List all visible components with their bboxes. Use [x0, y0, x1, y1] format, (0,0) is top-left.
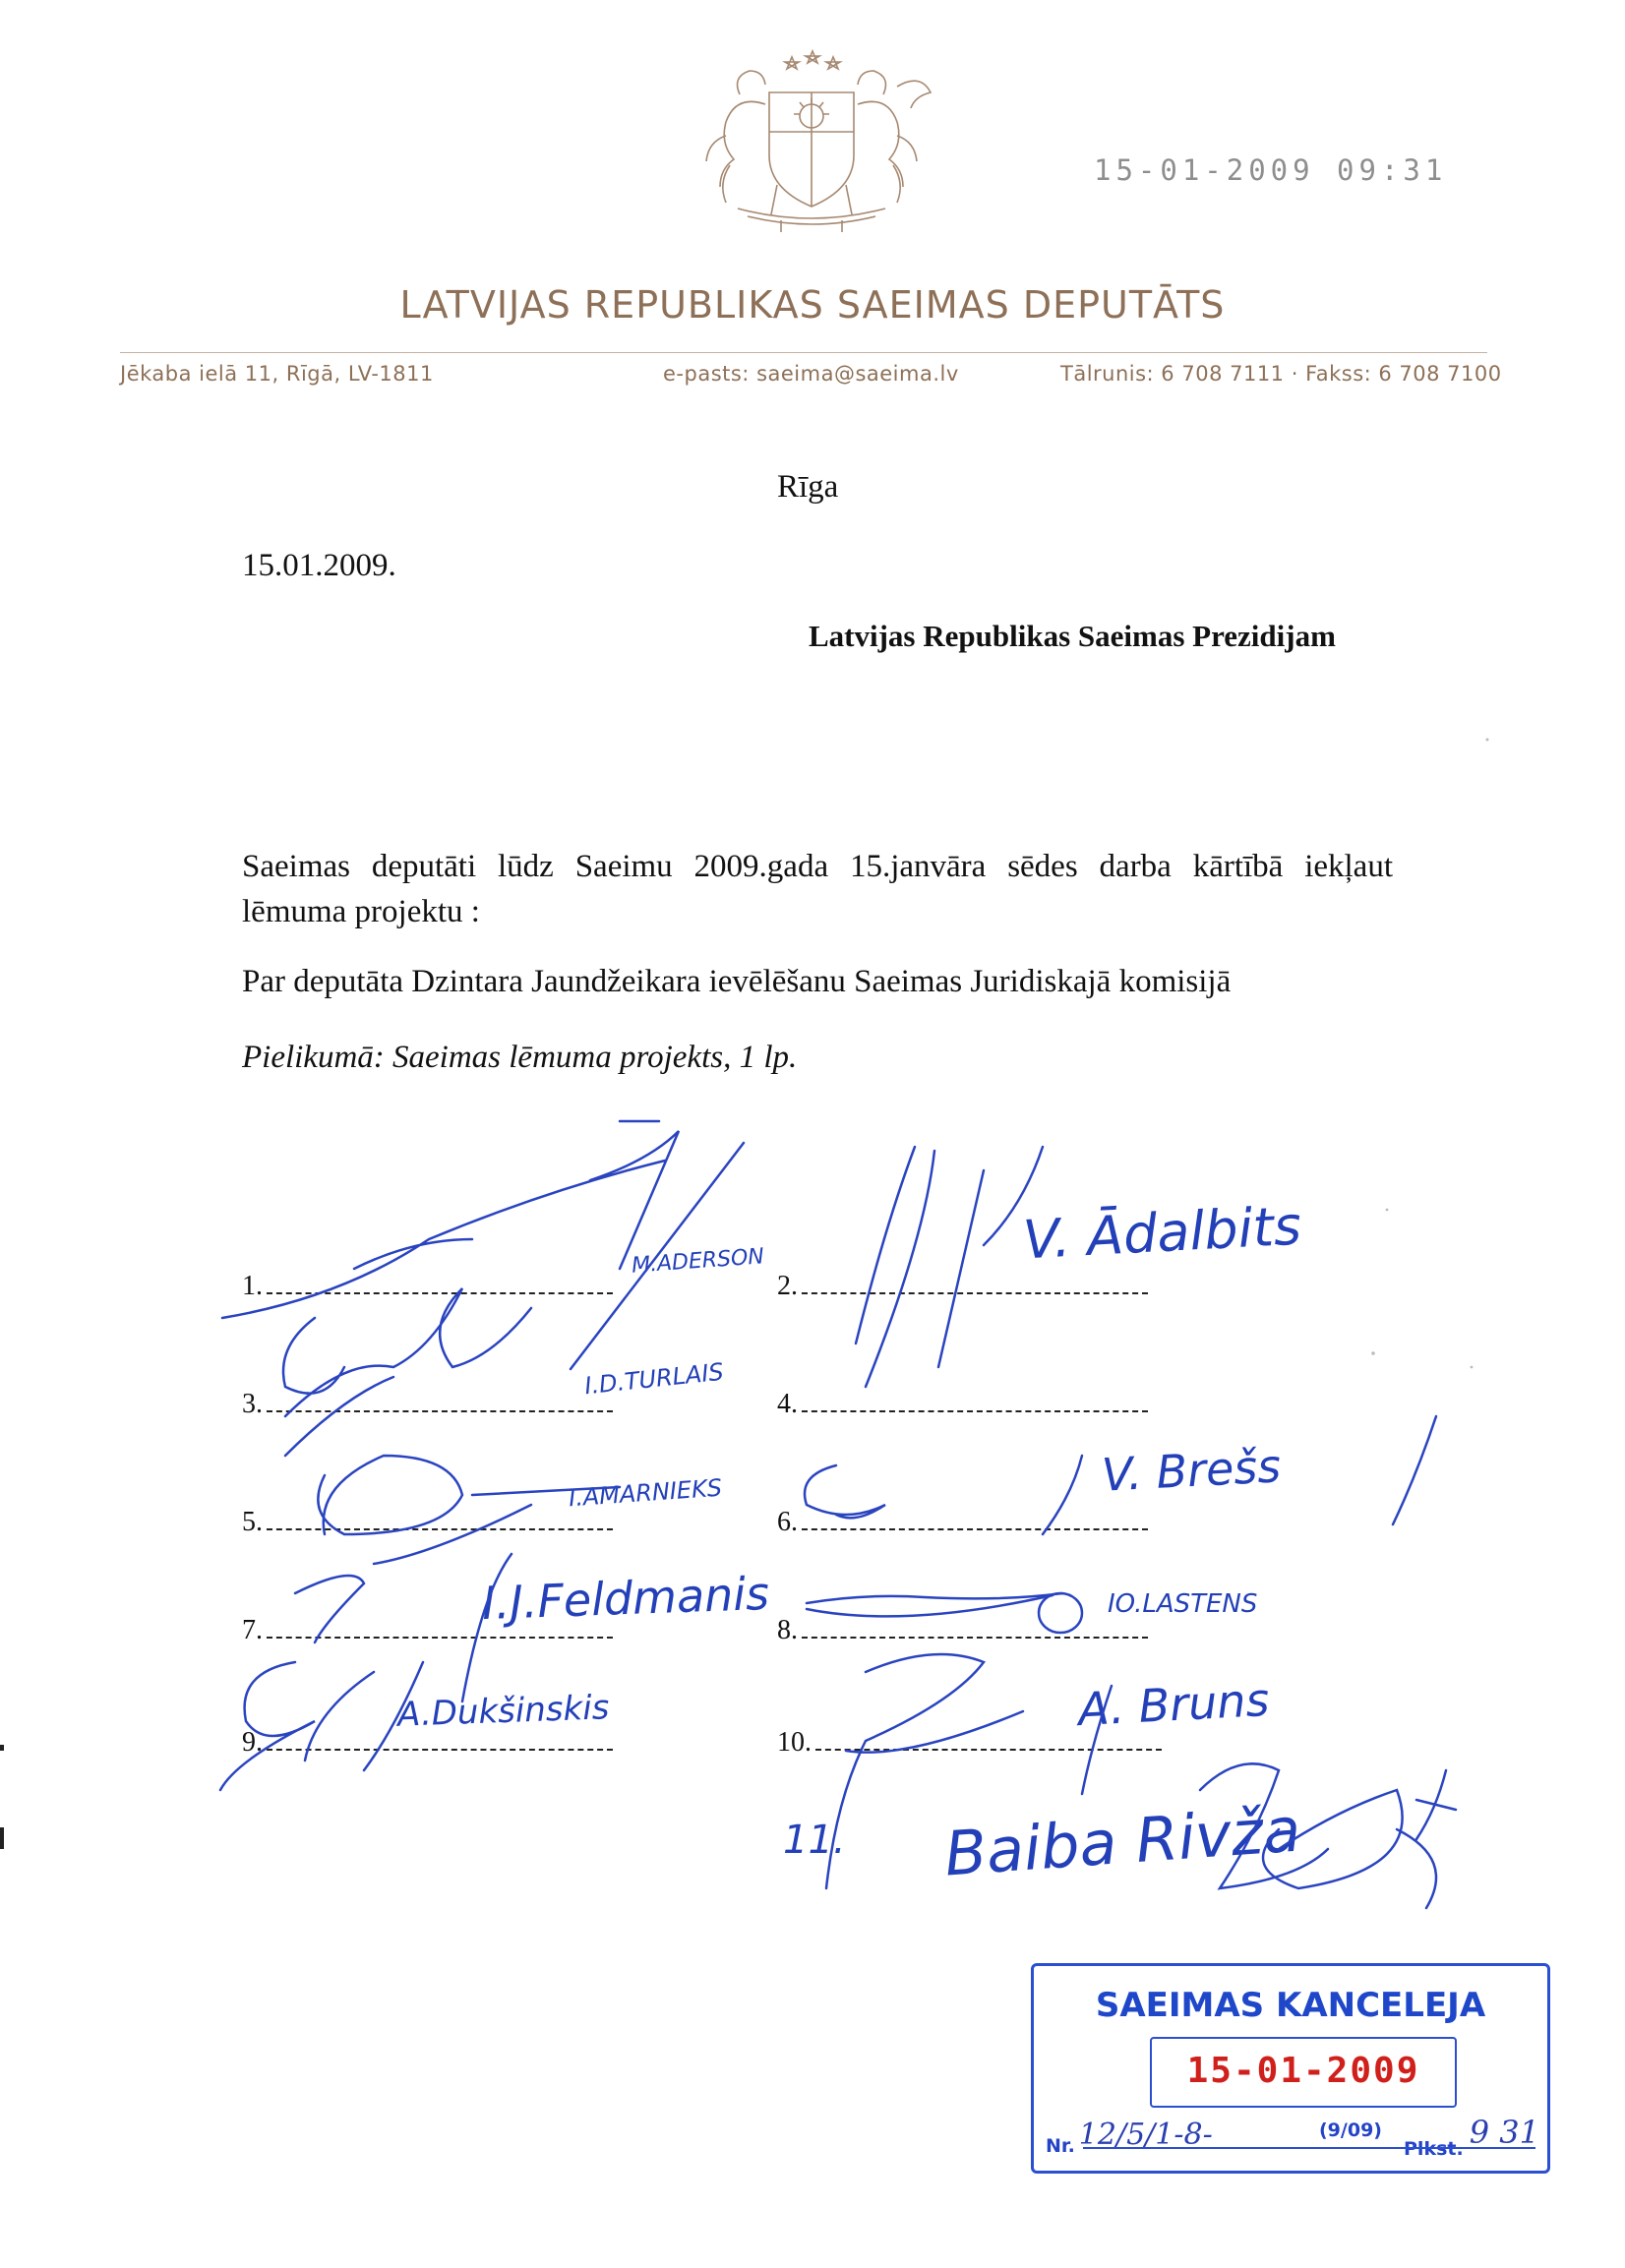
letter-subject: Par deputāta Dzintara Jaundžeikara ievēlēšanu Saeimas Juridiskajā komisijā: [242, 964, 1232, 999]
signature-number: 9.: [242, 1727, 263, 1758]
signature-number: 6.: [777, 1507, 798, 1537]
handwritten-name-9: A.Dukšinskis: [396, 1688, 611, 1735]
stamp-underline: [1083, 2147, 1535, 2149]
handwritten-name-8: IO.LASTENS: [1108, 1589, 1258, 1619]
signature-number: 10.: [777, 1727, 812, 1758]
stamp-nr: [1046, 2118, 1213, 2160]
received-datetime-stamp: 15-01-2009 09:31: [1094, 153, 1448, 187]
handwritten-name-11: Baiba Rivža: [941, 1793, 1303, 1890]
header-title: LATVIJAS REPUBLIKAS SAEIMAS DEPUTĀTS: [399, 283, 1226, 327]
letter-city: Rīga: [777, 469, 839, 505]
header-phone-fax: Tālrunis: 6 708 7111 · Fakss: 6 708 7100: [1060, 362, 1502, 386]
signature-number: 1.: [242, 1271, 263, 1301]
signature-number: 5.: [242, 1507, 263, 1537]
stamp-code: (9/09): [1319, 2119, 1382, 2141]
header-address: Jēkaba ielā 11, Rīgā, LV-1811: [120, 362, 434, 386]
scan-edge-mark: [0, 1827, 4, 1849]
stamp-plkst-label: Plkst.: [1404, 2138, 1464, 2160]
scan-edge-mark: [0, 1745, 4, 1751]
letter-body-line2: lēmuma projektu :: [242, 894, 480, 929]
letter-body-line1: Saeimas deputāti lūdz Saeimu 2009.gada 15.janvāra sēdes darba kārtībā iekļaut: [242, 849, 1393, 884]
stamp-plkst: [1404, 2114, 1539, 2163]
signature-number-11: 11.: [783, 1818, 846, 1863]
header-email: e-pasts: saeima@saeima.lv: [663, 362, 959, 386]
stamp-title: SAEIMAS KANCELEJA: [1095, 1986, 1486, 2025]
handwritten-name-10: A. Bruns: [1076, 1672, 1271, 1737]
stamp-date-box: [1150, 2037, 1457, 2108]
handwritten-name-3: I.D.TURLAIS: [582, 1357, 725, 1401]
stamp-nr-label: Nr.: [1046, 2135, 1075, 2157]
signature-number: 2.: [777, 1271, 798, 1301]
letter-recipient: Latvijas Republikas Saeimas Prezidijam: [809, 619, 1336, 653]
letter-attachment: Pielikumā: Saeimas lēmuma projekts, 1 lp.: [242, 1040, 798, 1075]
stamp-date: 15-01-2009: [1186, 2051, 1420, 2091]
office-received-stamp: [1031, 1963, 1550, 2174]
stamp-plkst-value: 9 31: [1469, 2114, 1539, 2151]
handwritten-name-7: I.J.Feldmanis: [481, 1566, 770, 1631]
handwritten-name-1: M.ADERSON: [631, 1244, 765, 1279]
signature-number: 4.: [777, 1389, 798, 1419]
handwritten-name-2: V. Ādalbits: [1021, 1194, 1303, 1272]
handwritten-name-5: I.AMARNIEKS: [568, 1473, 723, 1513]
letter-date: 15.01.2009.: [242, 548, 396, 583]
signature-number: 3.: [242, 1389, 263, 1419]
signature-number: 7.: [242, 1615, 263, 1645]
stamp-nr-value: 12/5/1-8-: [1078, 2118, 1213, 2152]
signature-number: 8.: [777, 1615, 798, 1645]
handwritten-name-6: V. Brešs: [1100, 1439, 1283, 1502]
